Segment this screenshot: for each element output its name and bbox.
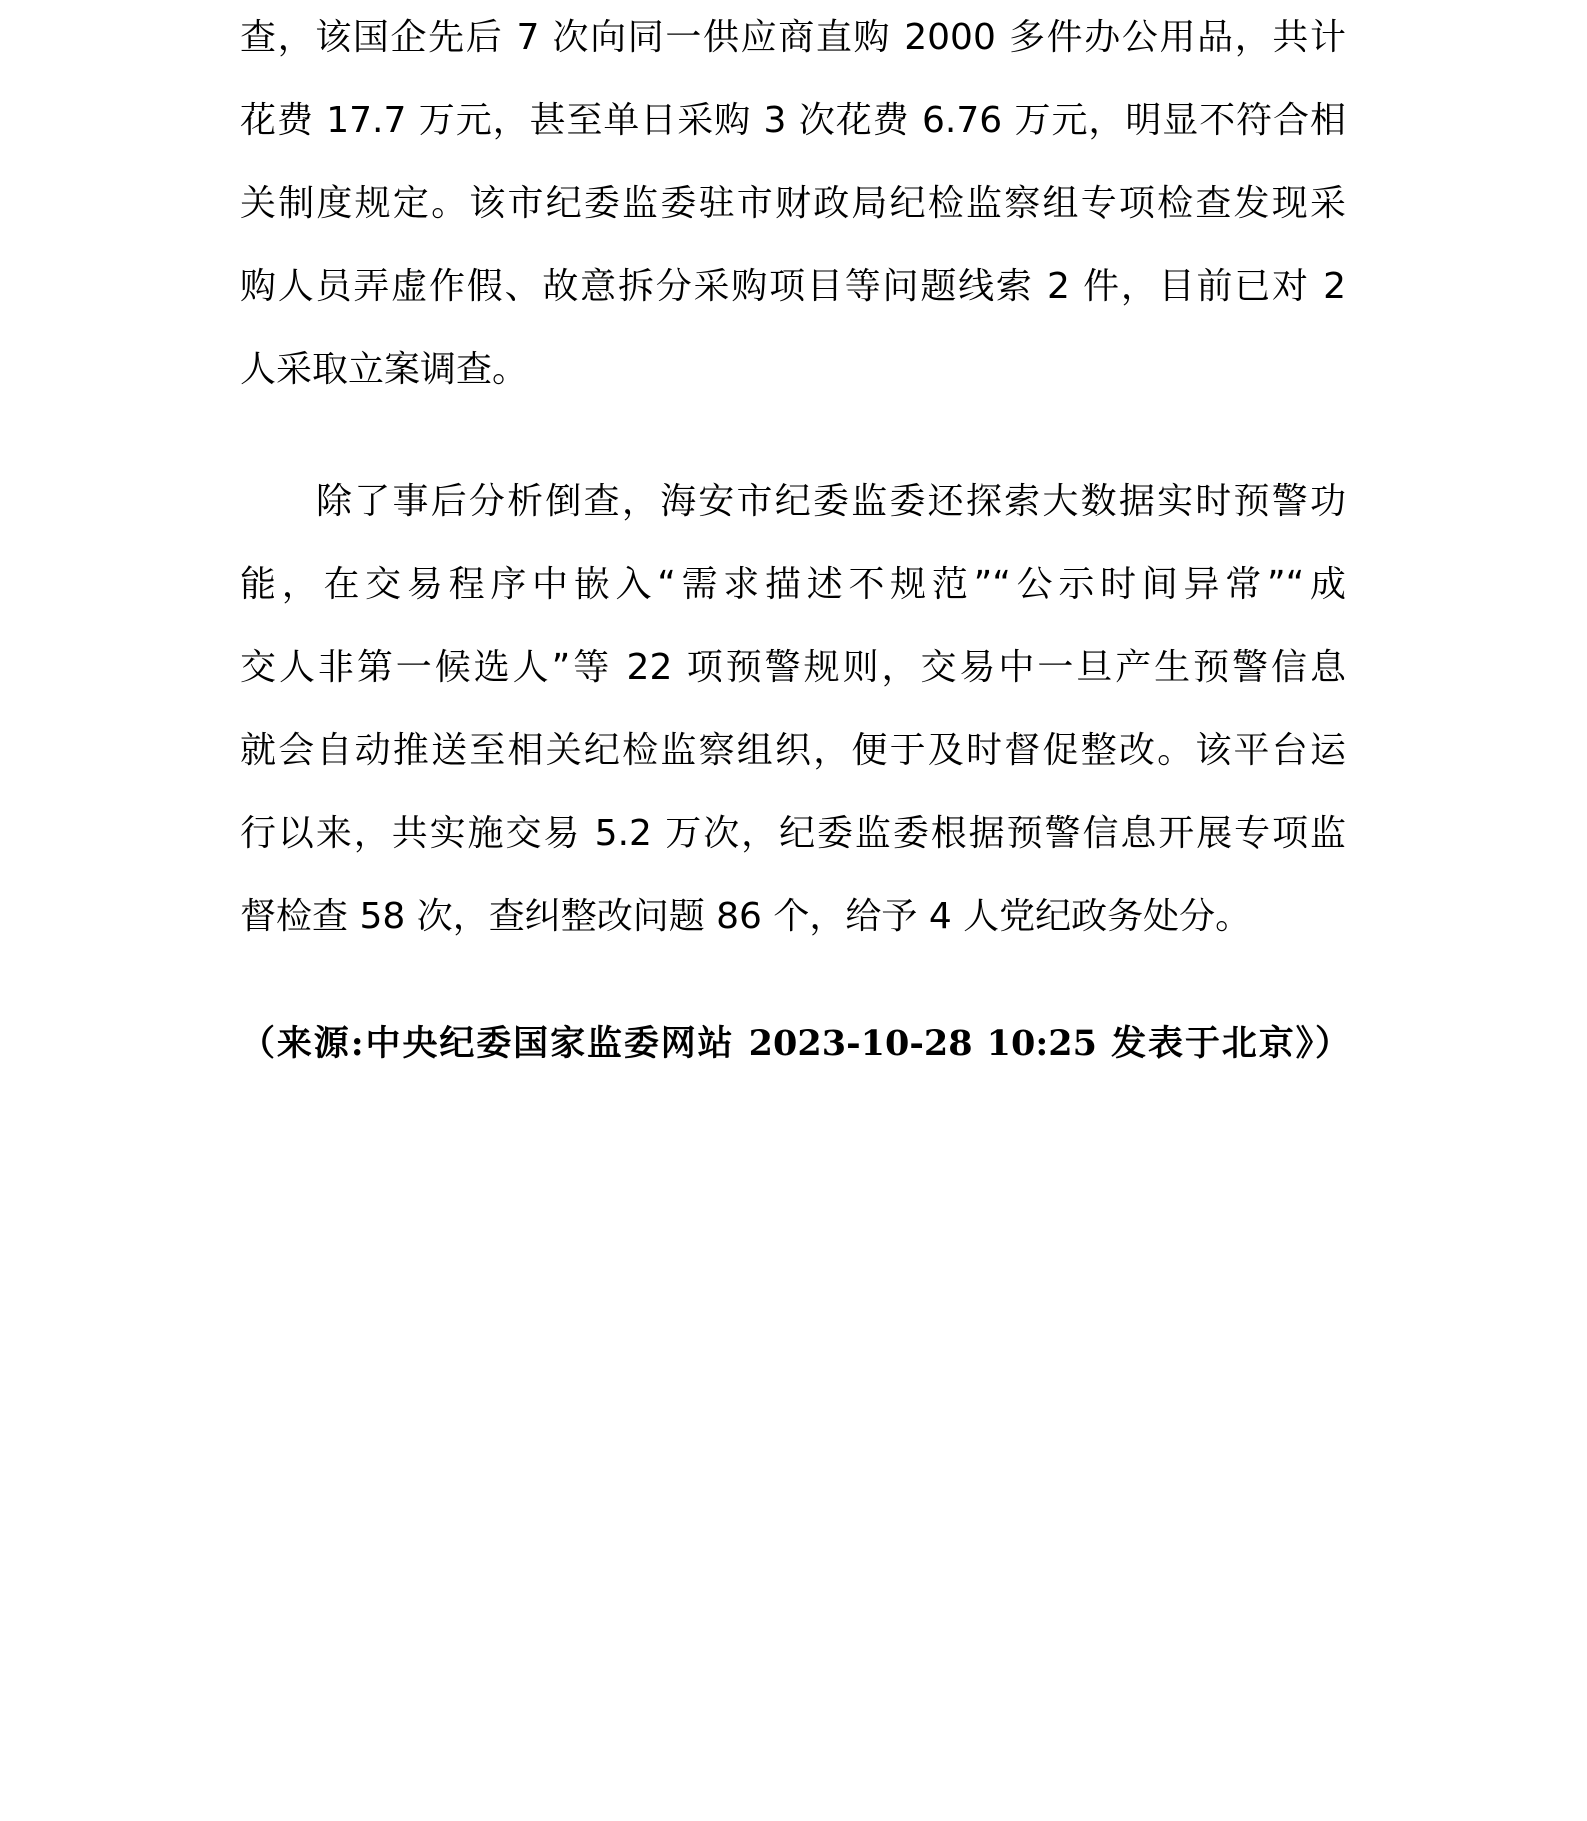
paragraph-line: 关制度规定。该市纪委监委驻市财政局纪检监察组专项检查发现采	[240, 183, 1346, 224]
paragraph-line: 督检查 58 次，查纠整改问题 86 个，给予 4 人党纪政务处分。	[240, 896, 1252, 937]
paragraph-line: 花费 17.7 万元，甚至单日采购 3 次花费 6.76 万元，明显不符合相	[240, 100, 1346, 141]
paragraph-line: 能，在交易程序中嵌入“需求描述不规范”“公示时间异常”“成	[240, 564, 1346, 605]
paragraph-line: 购人员弄虚作假、故意拆分采购项目等问题线索 2 件，目前已对 2	[240, 266, 1346, 307]
paragraph-2	[240, 460, 1346, 958]
paragraph-line: 就会自动推送至相关纪检监察组织，便于及时督促整改。该平台运	[240, 730, 1346, 771]
paragraph-line: 除了事后分析倒查，海安市纪委监委还探索大数据实时预警功	[316, 481, 1346, 522]
paragraph-line: 交人非第一候选人”等 22 项预警规则，交易中一旦产生预警信息	[240, 647, 1346, 688]
paragraph-line: 行以来，共实施交易 5.2 万次，纪委监委根据预警信息开展专项监	[240, 813, 1346, 854]
paragraph-line: 人采取立案调查。	[240, 349, 529, 390]
paragraph-1	[240, 0, 1346, 411]
paragraph-line: 查，该国企先后 7 次向同一供应商直购 2000 多件办公用品，共计	[240, 17, 1346, 58]
source-citation: （来源:中央纪委国家监委网站 2023-10-28 10:25 发表于北京》）	[240, 1023, 1350, 1064]
